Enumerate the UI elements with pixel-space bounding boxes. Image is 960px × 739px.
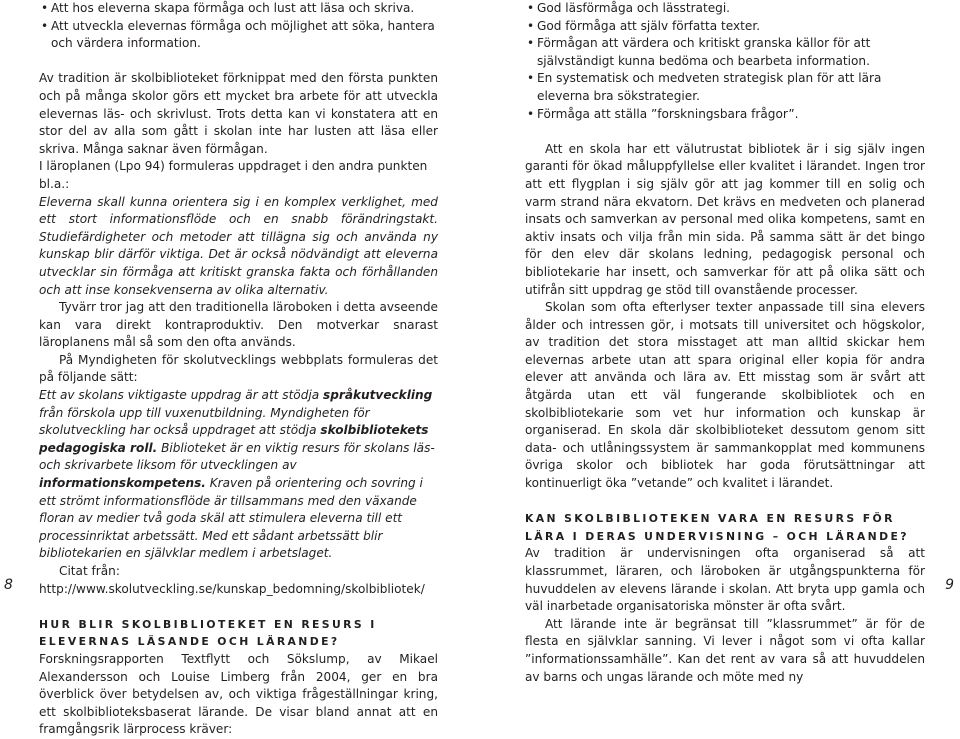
body-paragraph: Att en skola har ett välutrustat bibliotek är i sig själv ingen garanti för ökad måluppfyllelse eller kvalitet i lärandet. Ingen tror att ett flygplan i sig själv gör att jag kommer till en solig och varm strand nära ekvatorn. Det krävs en medveten och planerad insats och samverkan av personal med olika kompetens, samt en aktiv insats och vilja från min sida. På samma sätt är det bingo för den elev där skolans ledning, pedagogisk personal och bibliotekarie har insett, och samverkar för att på olika sätt och utifrån sitt uppdrag ge stöd till ovanstående processer. <box>525 141 925 297</box>
page-number-left: 8 <box>4 577 13 593</box>
curriculum-quote: Eleverna skall kunna orientera sig i en komplex verklighet, med ett stort informationsflöde och en snabb förändringstakt. Studiefärdigheter och metoder att tillägna sig och använda ny kunskap blir därför viktiga. Det är också nödvändigt att eleverna utvecklar sin förmåga att kritiskt granska fakta och förhållanden och att inse konsekvenserna av olika alternativ. <box>39 194 438 297</box>
section-heading: KAN SKOLBIBLIOTEKEN VARA EN RESURS FÖR LÄRA I DERAS UNDERVISNING – OCH LÄRANDE? <box>525 512 909 543</box>
right-bullet-list <box>525 0 925 123</box>
right-column <box>525 0 925 686</box>
list-item: • Förmåga att ställa ”forskningsbara frågor”. <box>525 106 925 124</box>
list-item: • Att hos eleverna skapa förmåga och lust att läsa och skriva. <box>39 0 438 18</box>
body-paragraph: Tyvärr tror jag att den traditionella läroboken i detta avseende kan vara direkt kontraproduktiv. Den motverkar snarast läroplanens mål så som den ofta används. <box>39 300 438 350</box>
body-paragraph: Forskningsrapporten Textflytt och Sökslump, av Mikael Alexandersson och Louise Limberg från 2004, ger en bra överblick över betydelsen av, och viktiga frågeställningar kring, ett skolbiblioteksbaserat lärande. De visar bland annat att en framgångsrik lärprocess kräver: <box>39 651 438 737</box>
list-item: • God förmåga att själv författa texter. <box>525 18 925 36</box>
body-paragraph: Skolan som ofta efterlyser texter anpassade till sina elevers ålder och intressen gör, i motsats till universitet och högskolor, av tradition det stora misstaget att man alltid skickar hem elevernas arbete utan att spara original eller kopia för andra elever att använda och lära av. Ett misstag som är svårt att åtgärda utan ett väl fungerande skolbibliotek och en skolbibliotekarie som vet hur information och kunskap är organiserad. En skola där skolbiblioteket dessutom genom sitt data- och utlåningssystem är sammankopplat med kommunens övriga skolor och bibliotek har goda förutsättningar att kontinuerligt öka ”vetande” och kvalitet i lärandet. <box>525 300 925 491</box>
list-item: • God läsförmåga och lässtrategi. <box>525 0 925 18</box>
body-paragraph: Av tradition är skolbiblioteket förknippat med den första punkten och på många skolor görs ett mycket bra arbete för att utveckla elevernas läs- och skrivlust. Trots detta kan vi konstatera att en stor del av alla som gått i skolan inte har lusten att läsa eller skriva. Många saknar även förmågan. <box>39 71 438 156</box>
body-paragraph: Av tradition är undervisningen ofta organiserad så att klassrummet, läraren, och läroboken är utgångspunkterna för huvuddelen av elevens lärande i skolan. Att bryta upp gamla och väl inarbetade organisatoriska mönster är ofta svårt. <box>525 546 925 614</box>
section-heading: HUR BLIR SKOLBIBLIOTEKET EN RESURS I ELEVERNAS LÄSANDE OCH LÄRANDE? <box>39 617 377 649</box>
body-paragraph: Att lärande inte är begränsat till ”klassrummet” är för de flesta en självklar sanning. Vi lever i något som vi ofta kallar ”informationssamhälle”. Kan det rent av vara så att huvuddelen av barns och ungas lärande och möte med ny <box>525 616 925 684</box>
list-item: • Förmågan att värdera och kritiskt granska källor för att självständigt kunna bedöma och bearbeta information. <box>525 35 925 70</box>
list-item: • Att utveckla elevernas förmåga och möjlighet att söka, hantera och värdera information. <box>39 18 438 53</box>
left-bullet-list <box>39 0 438 53</box>
agency-quote: Ett av skolans viktigaste uppdrag är att stödja språkutveckling från förskola upp till vuxenutbildning. Myndigheten för skolutveckling har också uppdraget att stödja skolbibliotekets pedagogiska roll. Biblioteket är en viktig resurs för skolans läs- och skrivarbete liksom för utvecklingen av informationskompetens. Kraven på orientering och sovring i ett strömt informationsflöde är tillsammans med den växande floran av medier två goda skäl att stimulera eleverna till ett processinriktat arbetssätt. Med ett sådant arbetssätt blir bibliotekarien en självklar medlem i arbetslaget. <box>39 388 435 561</box>
left-column <box>39 0 438 739</box>
body-paragraph-lead: I läroplanen (Lpo 94) formuleras uppdraget i den andra punkten bl.a.: <box>39 159 428 191</box>
page-number-right: 9 <box>945 577 954 593</box>
citation: Citat från: http://www.skolutveckling.se/kunskap_bedomning/skolbibliotek/ <box>39 564 425 596</box>
body-paragraph-lead: På Myndigheten för skolutvecklings webbplats formuleras det på följande sätt: <box>39 352 438 385</box>
list-item: • En systematisk och medveten strategisk plan för att lära eleverna bra sökstrategier. <box>525 70 925 105</box>
